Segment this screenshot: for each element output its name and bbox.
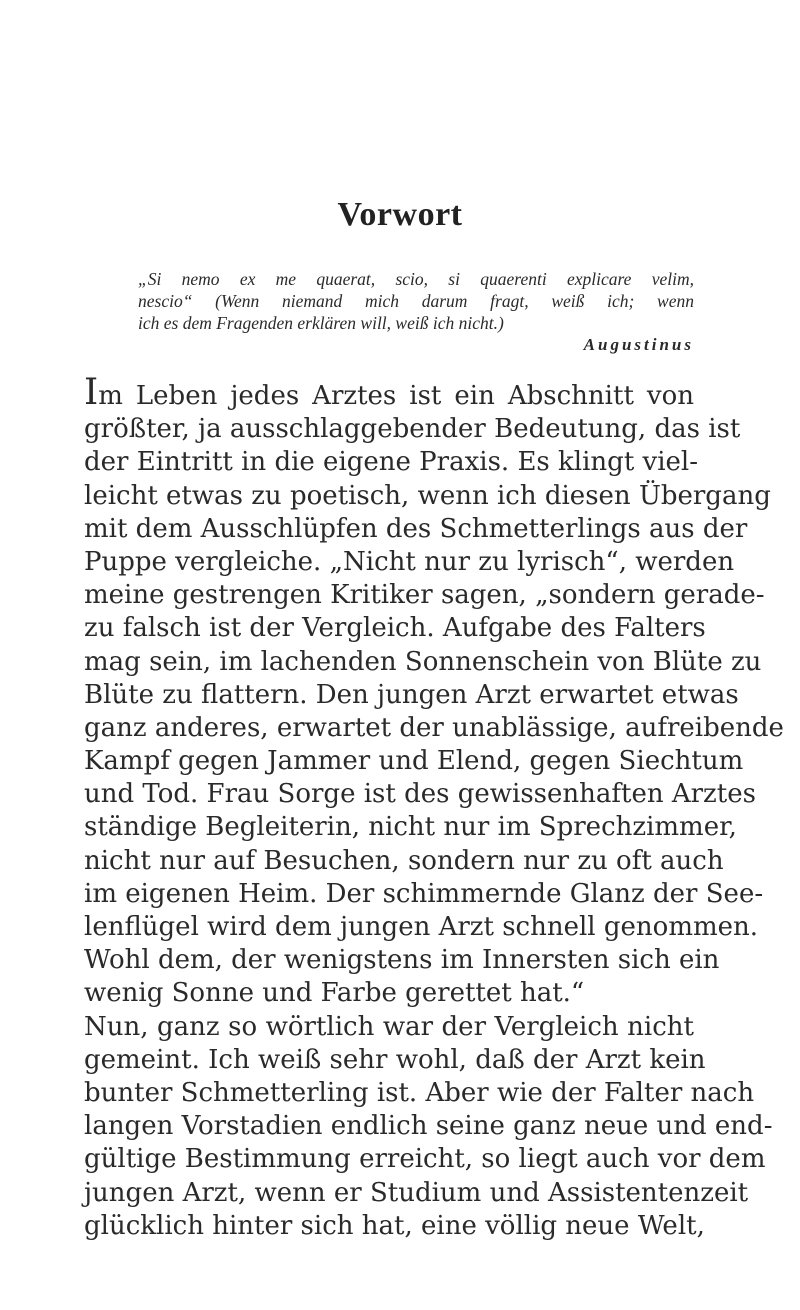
epigraph-line: ich es dem Fragenden erklären will, weiß ich nicht.) [138,313,504,333]
body-text [84,372,784,1243]
text-line: der Eintritt in die eigene Praxis. Es klingt viel- [84,447,699,478]
text-line: Puppe vergleiche. „Nicht nur zu lyrisch“, werden [84,546,735,577]
text-line: leicht etwas zu poetisch, wenn ich diesen Übergang [84,480,771,511]
drop-cap: I [84,372,99,413]
text-line: langen Vorstadien endlich seine ganz neue und end- [84,1111,773,1142]
text-line: nicht nur auf Besuchen, sondern nur zu oft auch [84,845,724,876]
text-line: mag sein, im lachenden Sonnenschein von Blüte zu [84,646,762,677]
text-line: und Tod. Frau Sorge ist des gewissenhaften Arztes [84,779,756,810]
text-line: gültige Bestimmung erreicht, so liegt auch vor dem [84,1144,766,1175]
text-line: zu falsch ist der Vergleich. Aufgabe des Falters [84,613,706,644]
first-line-text: m Leben jedes Arztes ist ein Abschnitt von [98,381,694,411]
text-line: größter, ja ausschlaggebender Bedeutung, das ist [84,414,741,445]
text-line: ganz anderes, erwartet der unablässige, aufreibende [84,712,784,743]
epigraph-line: nescio“ (Wenn niemand mich darum fragt, weiß ich; wenn [138,291,694,311]
text-line: jungen Arzt, wenn er Studium und Assistentenzeit [84,1177,749,1208]
page-title: Vorwort [337,196,463,233]
text-line: im eigenen Heim. Der schimmernde Glanz der See- [84,878,764,909]
text-line: mit dem Ausschlüpfen des Schmetterlings aus der [84,513,748,544]
text-line: wenig Sonne und Farbe gerettet hat.“ [84,978,585,1009]
text-line [84,372,694,413]
text-line: Blüte zu flattern. Den jungen Arzt erwartet etwas [84,679,739,710]
text-line: glücklich hinter sich hat, eine völlig neue Welt, [84,1210,705,1241]
text-line: Wohl dem, der wenigstens im Innersten sich ein [84,945,720,976]
text-line: bunter Schmetterling ist. Aber wie der Falter nach [84,1077,755,1108]
epigraph-attribution: Augustinus [583,335,694,354]
text-line: gemeint. Ich weiß sehr wohl, daß der Arzt kein [84,1044,706,1075]
text-line: Nun, ganz so wörtlich war der Vergleich nicht [84,1011,694,1042]
text-line: Kampf gegen Jammer und Elend, gegen Siechtum [84,746,744,777]
text-line: lenflügel wird dem jungen Arzt schnell genommen. [84,912,759,942]
epigraph-line: „Si nemo ex me quaerat, scio, si quaerenti explicare velim, [138,269,694,289]
text-line: ständige Begleiterin, nicht nur im Sprechzimmer, [84,812,737,843]
epigraph [138,268,694,334]
text-line: meine gestrengen Kritiker sagen, „sondern gerade- [84,580,765,611]
